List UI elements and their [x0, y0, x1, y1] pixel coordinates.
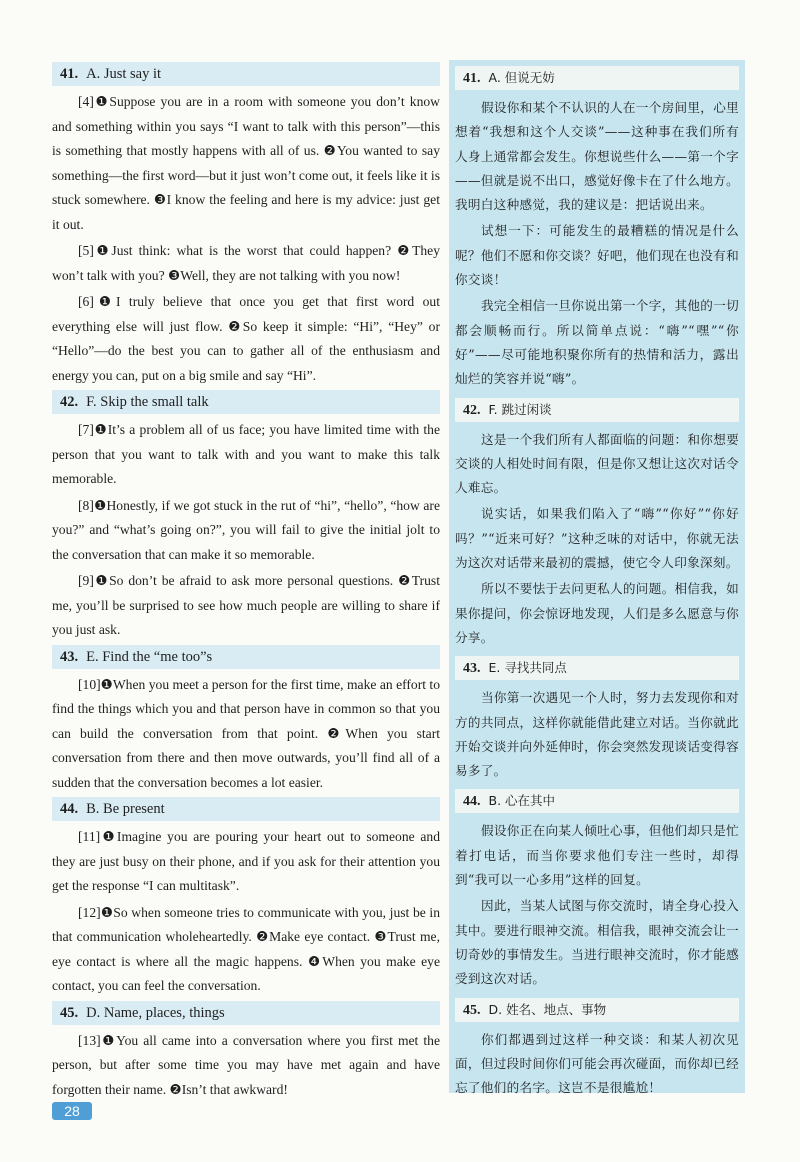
- en-paragraph: [12]❶So when someone tries to communicate with you, just be in that communication wholeheartedly. ❷Make eye contact. ❸Trust me, eye contact is where all the magic happens. ❹When you make eye contact, you can feel the conversation.: [52, 904, 440, 993]
- en-paragraph: [13]❶You all came into a conversation where you first met the person, but after some time you may have met again and have forgotten their name. ❷Isn’t that awkward!: [52, 1032, 440, 1097]
- en-section-heading: 41. A. Just say it: [52, 62, 440, 86]
- english-column: [52, 62, 440, 1104]
- en-section-42: [52, 390, 440, 643]
- en-paragraph: [10]❶When you meet a person for the first time, make an effort to find the things which you and that person have in common so that you can build the conversation from that point. ❷When you start conversation from there and then move outwards, you’ll find all of a sudden that the conversation becomes a lot easier.: [52, 676, 440, 790]
- zh-section-heading: 43. E. 寻找共同点: [455, 656, 739, 680]
- en-paragraph: [4]❶Suppose you are in a room with someone you don’t know and something within you says “I want to talk with this person”—this is something that mostly happens with all of us. ❷You wanted to say something—the first word—but it just won’t come out, it feels like it is stuck somewhere. ❸I know the feeling and here is my advice: just get it out.: [52, 94, 440, 232]
- zh-paragraph: 假设你和某个不认识的人在一个房间里，心里想着“我想和这个人交谈”——这种事在我们所有人身上通常都会发生。你想说些什么——第一个字——但就是说不出口，感觉好像卡在了什么地方。我明白这种感觉，我的建议是：把话说出来。: [455, 100, 739, 213]
- zh-paragraph: 所以不要怯于去问更私人的问题。相信我，如果你提问，你会惊讶地发现，人们是多么愿意与你分享。: [455, 581, 739, 645]
- zh-paragraph: 假设你正在向某人倾吐心事，但他们却只是忙着打电话，而当你要求他们专注一些时，却得到“我可以一心多用”这样的回复。: [455, 823, 739, 888]
- zh-paragraph: 我完全相信一旦你说出第一个字，其他的一切都会顺畅而行。所以简单点说：“嗨”“嘿”“你好”——尽可能地积聚你所有的热情和活力，露出灿烂的笑容并说“嗨”。: [455, 298, 739, 387]
- en-paragraph: [5]❶Just think: what is the worst that could happen? ❷They won’t talk with you? ❸Well, they are not talking with you now!: [52, 243, 440, 283]
- en-paragraph: [7]❶It’s a problem all of us face; you have limited time with the person that you want to talk with and you want to make this talk memorable.: [52, 422, 440, 486]
- en-paragraph: [11]❶Imagine you are pouring your heart out to someone and they are just busy on their phone, and if you ask for their attention you get the response “I can multitask”.: [52, 829, 440, 893]
- zh-paragraph: 因此，当某人试图与你交流时，请全身心投入其中。要进行眼神交流。相信我，眼神交流会让一切奇妙的事情发生。当进行眼神交流时，你才能感受到这次对话。: [455, 898, 739, 987]
- en-section-heading: 44. B. Be present: [52, 797, 440, 821]
- en-paragraph: [9]❶So don’t be afraid to ask more personal questions. ❷Trust me, you’ll be surprised to see how much people are willing to share if you just ask.: [52, 573, 440, 637]
- page-number: 28: [52, 1102, 92, 1120]
- en-section-43: [52, 645, 440, 796]
- en-section-45: [52, 1001, 440, 1103]
- zh-section-heading: 45. D. 姓名、地点、事物: [455, 998, 739, 1022]
- en-section-heading: 43. E. Find the “me too”s: [52, 645, 440, 669]
- zh-paragraph: 这是一个我们所有人都面临的问题：和你想要交谈的人相处时间有限，但是你又想让这次对话令人难忘。: [455, 431, 739, 496]
- en-section-44: [52, 797, 440, 999]
- en-paragraph: [8]❶Honestly, if we got stuck in the rut of “hi”, “hello”, “how are you?” and “what’s going on?”, you will fail to give the initial jolt to the conversation that can make it so memorable.: [52, 497, 440, 562]
- zh-paragraph: 当你第一次遇见一个人时，努力去发现你和对方的共同点，这样你就能借此建立对话。当你就此开始交谈并向外延伸时，你会突然发现谈话变得容易多了。: [455, 690, 739, 779]
- zh-section-heading: 44. B. 心在其中: [455, 789, 739, 813]
- zh-section-heading: 42. F. 跳过闲谈: [455, 398, 739, 422]
- zh-paragraph: 你们都遇到过这样一种交谈：和某人初次见面，但过段时间你们可能会再次碰面，而你却已经忘了他们的名字。这岂不是很尴尬！: [455, 1031, 739, 1096]
- en-section-41: [52, 62, 440, 388]
- chinese-translation-panel: [449, 60, 745, 1096]
- en-section-heading: 42. F. Skip the small talk: [52, 390, 440, 414]
- zh-paragraph: 说实话，如果我们陷入了“嗨”“你好”“你好吗？”“近来可好？”这种乏味的对话中，你就无法为这次对话带来最初的震撼，使它令人印象深刻。: [455, 506, 739, 571]
- en-paragraph: [6]❶I truly believe that once you get that first word out everything else will just flow. ❷So keep it simple: “Hi”, “Hey” or “Hello”—do the best you can to gather all of the enthusiasm and energy you can, put on a big smile and say “Hi”.: [52, 294, 440, 383]
- zh-section-heading: 41. A. 但说无妨: [455, 66, 739, 90]
- zh-paragraph: 试想一下：可能发生的最糟糕的情况是什么呢？他们不愿和你交谈？好吧，他们现在也没有和你交谈！: [455, 223, 739, 288]
- en-section-heading: 45. D. Name, places, things: [52, 1001, 440, 1025]
